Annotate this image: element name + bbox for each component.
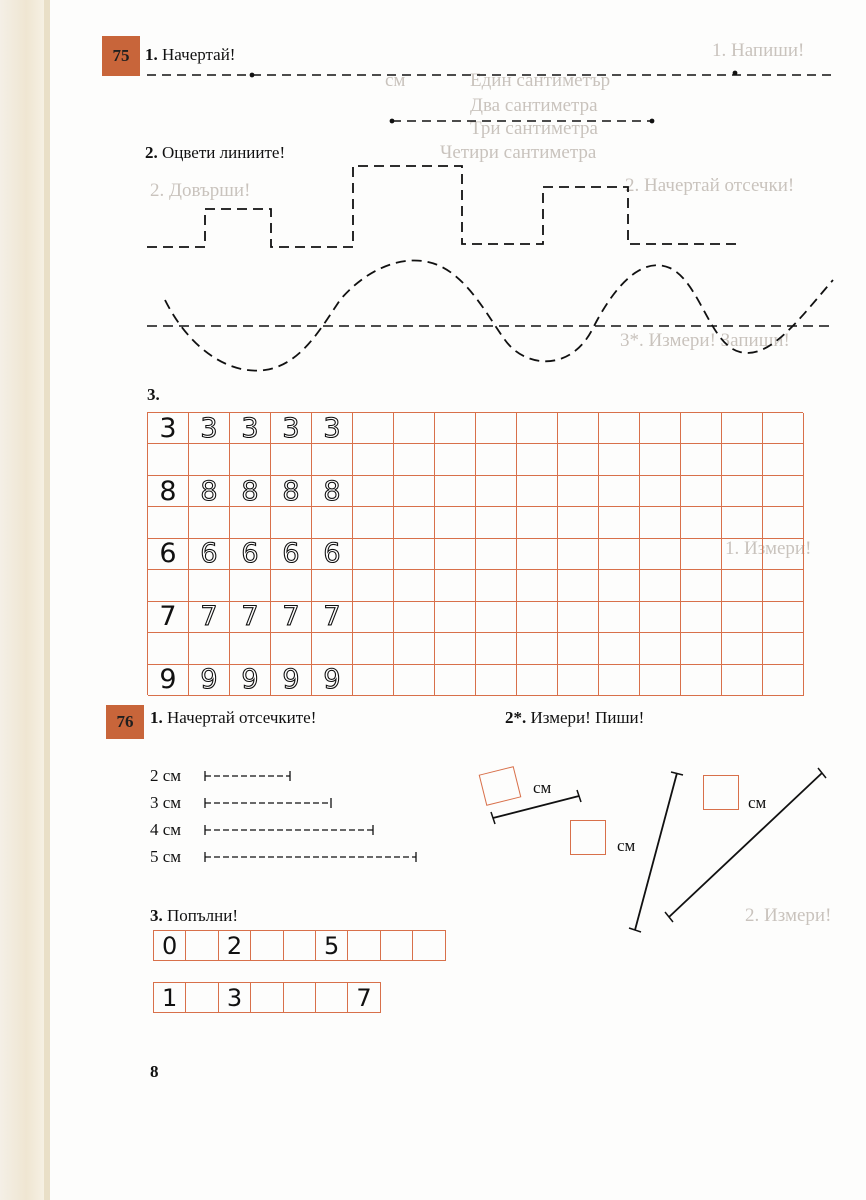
grid-cell[interactable] [476,476,517,507]
segment-2cm [205,771,290,781]
grid-cell[interactable] [230,507,271,538]
number-sequence-row-1 [153,930,446,961]
grid-cell[interactable] [517,570,558,601]
grid-cell[interactable] [476,507,517,538]
trace-digit[interactable]: 7 [189,602,230,633]
grid-cell[interactable] [763,633,804,664]
given-number: 7 [356,983,372,1012]
grid-cell[interactable] [517,602,558,633]
grid-cell[interactable] [763,539,804,570]
sample-digit: 7 [148,602,189,633]
blank-box[interactable] [316,983,348,1012]
bleed-text: 2. Измери! [745,905,832,926]
given-number: 1 [154,983,186,1012]
grid-cell[interactable] [722,665,763,696]
grid-cell[interactable] [681,476,722,507]
grid-cell[interactable] [230,570,271,601]
grid-cell[interactable] [599,444,640,475]
digit-grid [147,412,803,695]
grid-cell[interactable] [599,539,640,570]
grid-cell[interactable] [681,570,722,601]
grid-cell[interactable] [230,444,271,475]
blank-box[interactable] [251,931,283,960]
segment-label: 2 см [150,766,182,785]
task-3-title: 3. [147,385,160,404]
grid-cell[interactable] [189,633,230,664]
blank-box[interactable] [284,931,316,960]
unit-label: см [533,778,552,797]
grid-cell[interactable] [189,444,230,475]
grid-cell[interactable] [558,539,599,570]
sample-digit: 3 [148,413,189,444]
trace-digit[interactable]: 6 [230,539,271,570]
given-number: 2 [219,931,251,960]
grid-cell[interactable] [394,413,435,444]
grid-cell[interactable] [763,665,804,696]
grid-cell[interactable] [271,633,312,664]
grid-cell[interactable] [271,507,312,538]
grid-cell[interactable] [394,602,435,633]
sample-digit: 6 [148,539,189,570]
grid-cell[interactable] [435,507,476,538]
bleed-text: Три сантиметра [470,118,598,139]
trace-digit[interactable]: 8 [271,476,312,507]
blank-box[interactable] [186,983,218,1012]
grid-cell[interactable] [722,444,763,475]
trace-digit[interactable]: 7 [312,602,353,633]
grid-cell[interactable] [722,539,763,570]
grid-cell[interactable] [271,444,312,475]
unit-label: см [748,793,767,812]
grid-cell[interactable] [517,444,558,475]
grid-cell[interactable] [763,602,804,633]
grid-cell[interactable] [558,665,599,696]
blank-box[interactable] [284,983,316,1012]
wave-dashed-line [165,260,833,370]
grid-cell[interactable] [681,665,722,696]
trace-digit[interactable]: 6 [271,539,312,570]
grid-cell[interactable] [681,602,722,633]
grid-cell[interactable] [763,507,804,538]
task-3-title: 3. Попълни! [150,906,239,925]
grid-cell[interactable] [476,602,517,633]
blank-box[interactable] [251,983,283,1012]
grid-cell[interactable] [394,633,435,664]
segment-label: 3 см [150,793,182,812]
grid-cell[interactable] [312,444,353,475]
trace-digit[interactable]: 9 [189,665,230,696]
trace-digit[interactable]: 9 [271,665,312,696]
grid-cell[interactable] [148,570,189,601]
given-number: 3 [219,983,251,1012]
measure-segment-c [665,768,826,922]
grid-cell[interactable] [558,570,599,601]
trace-digit[interactable]: 9 [230,665,271,696]
grid-cell[interactable] [353,633,394,664]
grid-cell[interactable] [435,413,476,444]
segment-label: 5 см [150,847,182,866]
bleed-text: Два сантиметра [470,95,598,116]
grid-cell[interactable] [312,507,353,538]
grid-cell[interactable] [189,570,230,601]
grid-cell[interactable] [599,602,640,633]
grid-cell[interactable] [312,570,353,601]
grid-cell[interactable] [394,665,435,696]
grid-cell[interactable] [353,413,394,444]
grid-cell[interactable] [435,570,476,601]
grid-cell[interactable] [558,413,599,444]
given-number: 0 [154,931,186,960]
number-sequence-row-2 [153,982,381,1013]
bleed-text: 2. Довърши! [150,180,251,201]
grid-cell[interactable] [148,507,189,538]
grid-cell[interactable] [722,570,763,601]
trace-digit[interactable]: 3 [189,413,230,444]
grid-cell[interactable] [517,539,558,570]
segment-3cm [205,798,331,808]
trace-digit[interactable]: 8 [230,476,271,507]
grid-cell[interactable] [640,413,681,444]
grid-cell[interactable] [640,665,681,696]
trace-digit[interactable]: 6 [312,539,353,570]
grid-cell[interactable] [681,413,722,444]
grid-cell[interactable] [599,476,640,507]
bleed-text: Един сантиметър [470,70,611,91]
grid-cell[interactable] [353,665,394,696]
bleed-text: 3*. Измери! Запиши! [620,330,790,351]
grid-cell[interactable] [353,539,394,570]
answer-box[interactable] [570,820,606,855]
grid-cell[interactable] [640,633,681,664]
grid-cell[interactable] [476,539,517,570]
grid-cell[interactable] [435,602,476,633]
grid-cell[interactable] [353,476,394,507]
grid-cell[interactable] [763,476,804,507]
bleed-text: 1. Напиши! [712,40,805,61]
grid-cell[interactable] [435,476,476,507]
segment-5cm [205,852,416,862]
task-2-title: 2. Оцвети линиите! [145,143,286,162]
grid-cell[interactable] [599,665,640,696]
point [650,119,655,124]
sample-digit: 9 [148,665,189,696]
grid-cell[interactable] [394,476,435,507]
grid-cell[interactable] [517,633,558,664]
grid-cell[interactable] [394,444,435,475]
grid-cell[interactable] [763,570,804,601]
grid-cell[interactable] [558,602,599,633]
grid-cell[interactable] [394,539,435,570]
trace-digit[interactable]: 8 [189,476,230,507]
blank-box[interactable] [381,931,413,960]
grid-cell[interactable] [681,444,722,475]
grid-cell[interactable] [394,570,435,601]
grid-cell[interactable] [353,570,394,601]
grid-cell[interactable] [517,507,558,538]
grid-cell[interactable] [353,507,394,538]
grid-cell[interactable] [435,633,476,664]
trace-digit[interactable]: 6 [189,539,230,570]
point [733,71,738,76]
grid-cell[interactable] [558,476,599,507]
grid-cell[interactable] [558,507,599,538]
grid-cell[interactable] [230,633,271,664]
given-number: 5 [316,931,348,960]
unit-label: см [617,836,636,855]
grid-cell[interactable] [640,602,681,633]
trace-digit[interactable]: 3 [271,413,312,444]
trace-digit[interactable]: 9 [312,665,353,696]
sample-digit: 8 [148,476,189,507]
trace-digit[interactable]: 7 [230,602,271,633]
lesson-number-badge: 76 [106,705,144,739]
trace-digit[interactable]: 3 [230,413,271,444]
grid-cell[interactable] [189,507,230,538]
point [250,73,255,78]
grid-cell[interactable] [681,539,722,570]
segment-label: 4 см [150,820,182,839]
grid-cell[interactable] [681,507,722,538]
task-1-title: 1. Начертай! [145,45,236,64]
trace-digit[interactable]: 3 [312,413,353,444]
task-2-title: 2*. Измери! Пиши! [505,708,645,727]
grid-cell[interactable] [599,507,640,538]
grid-cell[interactable] [763,413,804,444]
grid-cell[interactable] [640,507,681,538]
grid-cell[interactable] [599,413,640,444]
step-dashed-line [147,166,740,247]
bleed-text: Четири сантиметра [440,142,597,163]
grid-cell[interactable] [476,665,517,696]
grid-cell[interactable] [435,539,476,570]
grid-cell[interactable] [271,570,312,601]
measure-segment-b [629,772,683,932]
grid-cell[interactable] [599,633,640,664]
grid-cell[interactable] [599,570,640,601]
grid-cell[interactable] [476,444,517,475]
answer-box[interactable] [703,775,739,810]
grid-cell[interactable] [722,476,763,507]
grid-cell[interactable] [722,413,763,444]
grid-cell[interactable] [763,444,804,475]
blank-box[interactable] [348,931,380,960]
grid-cell[interactable] [722,633,763,664]
bleed-text: см [385,70,406,91]
bleed-text: 1. Измери! [725,538,812,559]
grid-cell[interactable] [558,633,599,664]
segment-4cm [205,825,373,835]
trace-digit[interactable]: 8 [312,476,353,507]
lesson-number-badge: 75 [102,36,140,76]
grid-cell[interactable] [435,665,476,696]
grid-cell[interactable] [517,413,558,444]
grid-cell[interactable] [476,413,517,444]
grid-cell[interactable] [722,602,763,633]
grid-cell[interactable] [640,444,681,475]
grid-cell[interactable] [148,444,189,475]
point [390,119,395,124]
grid-cell[interactable] [640,570,681,601]
bleed-text: 2. Начертай отсечки! [625,175,795,196]
grid-cell[interactable] [722,507,763,538]
task-1-title: 1. Начертай отсечките! [150,708,317,727]
trace-digit[interactable]: 7 [271,602,312,633]
grid-cell[interactable] [681,633,722,664]
grid-cell[interactable] [476,570,517,601]
blank-box[interactable] [186,931,218,960]
grid-cell[interactable] [353,444,394,475]
grid-cell[interactable] [640,539,681,570]
grid-cell[interactable] [517,665,558,696]
grid-cell[interactable] [435,444,476,475]
page-number: 8 [150,1062,159,1081]
grid-cell[interactable] [517,476,558,507]
grid-cell[interactable] [476,633,517,664]
grid-cell[interactable] [640,476,681,507]
blank-box[interactable] [413,931,444,960]
grid-cell[interactable] [353,602,394,633]
grid-cell[interactable] [558,444,599,475]
grid-cell[interactable] [394,507,435,538]
grid-cell[interactable] [148,633,189,664]
grid-cell[interactable] [312,633,353,664]
